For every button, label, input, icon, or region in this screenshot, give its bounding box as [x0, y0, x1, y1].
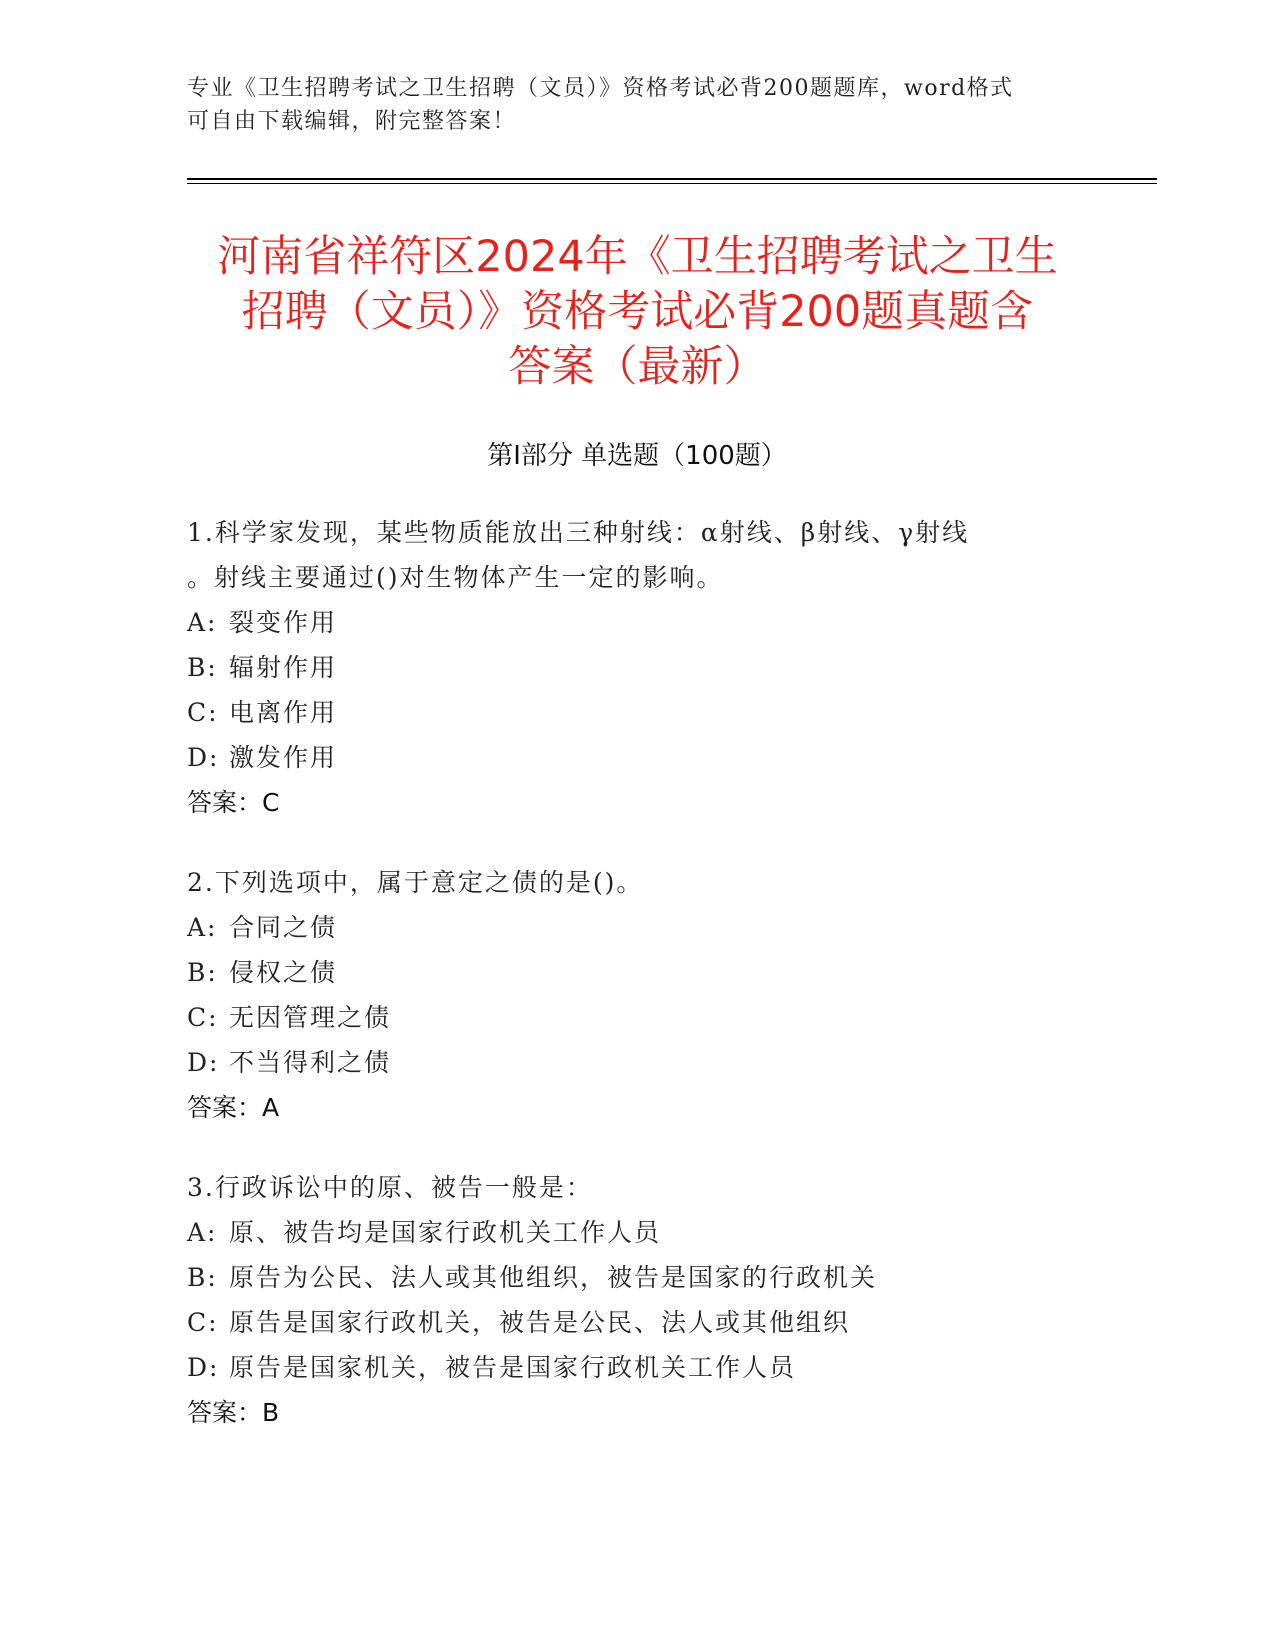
option-letter: B: [187, 958, 218, 987]
option-text: 辐射作用 [229, 653, 338, 682]
question-2 [187, 860, 1087, 1130]
header-note-line2: 可自由下载编辑，附完整答案！ [187, 109, 517, 134]
option-letter: D: [187, 1048, 220, 1077]
option-text: 不当得利之债 [229, 1048, 392, 1077]
option-letter: B: [187, 1263, 218, 1292]
option-c [187, 995, 1087, 1040]
page-title [140, 230, 1135, 395]
option-a [187, 1210, 1087, 1255]
option-text: 无因管理之债 [229, 1003, 392, 1032]
option-letter: D: [187, 1353, 220, 1382]
page-title-line2: 招聘（文员）》资格考试必背200题真题含 [241, 287, 1034, 337]
option-text: 原告为公民、法人或其他组织，被告是国家的行政机关 [229, 1263, 878, 1292]
option-letter: A: [187, 1218, 218, 1247]
option-letter: B: [187, 653, 218, 682]
option-text: 合同之债 [229, 913, 338, 942]
option-text: 电离作用 [229, 698, 338, 727]
option-letter: A: [187, 608, 218, 637]
option-c [187, 1300, 1087, 1345]
question-stem-line1: 2.下列选项中，属于意定之债的是()。 [187, 868, 644, 897]
question-stem-line1: 3.行政诉讼中的原、被告一般是： [187, 1173, 593, 1202]
option-b [187, 645, 1087, 690]
option-d [187, 1040, 1087, 1085]
question-stem-line1: 1.科学家发现，某些物质能放出三种射线：α射线、β射线、γ射线 [187, 518, 970, 547]
option-letter: A: [187, 913, 218, 942]
header-note [187, 72, 1087, 138]
option-letter: C: [187, 698, 219, 727]
option-letter: C: [187, 1308, 219, 1337]
option-letter: D: [187, 743, 220, 772]
option-b [187, 950, 1087, 995]
option-a [187, 600, 1087, 645]
answer: 答案：A [187, 1093, 280, 1122]
option-text: 原告是国家机关，被告是国家行政机关工作人员 [229, 1353, 797, 1382]
header-divider-thin [187, 183, 1157, 184]
option-text: 激发作用 [229, 743, 338, 772]
option-text: 侵权之债 [229, 958, 338, 987]
question-stem-line2: 。射线主要通过()对生物体产生一定的影响。 [187, 563, 724, 592]
option-text: 裂变作用 [229, 608, 338, 637]
header-divider-thick [187, 178, 1157, 180]
option-text: 原告是国家行政机关，被告是公民、法人或其他组织 [229, 1308, 851, 1337]
option-text: 原、被告均是国家行政机关工作人员 [229, 1218, 662, 1247]
question-1 [187, 510, 1087, 825]
option-c [187, 690, 1087, 735]
page-title-line1: 河南省祥符区2024年《卫生招聘考试之卫生 [217, 232, 1058, 282]
page-title-line3: 答案（最新） [508, 342, 767, 392]
option-b [187, 1255, 1087, 1300]
option-d [187, 735, 1087, 780]
question-3 [187, 1165, 1087, 1435]
answer: 答案：C [187, 788, 280, 817]
option-a [187, 905, 1087, 950]
option-d [187, 1345, 1087, 1390]
option-letter: C: [187, 1003, 219, 1032]
answer: 答案：B [187, 1398, 280, 1427]
section-title: 第Ⅰ部分 单选题（100题） [487, 441, 787, 471]
header-note-line1: 专业《卫生招聘考试之卫生招聘（文员）》资格考试必背200题题库，word格式 [187, 76, 1014, 101]
